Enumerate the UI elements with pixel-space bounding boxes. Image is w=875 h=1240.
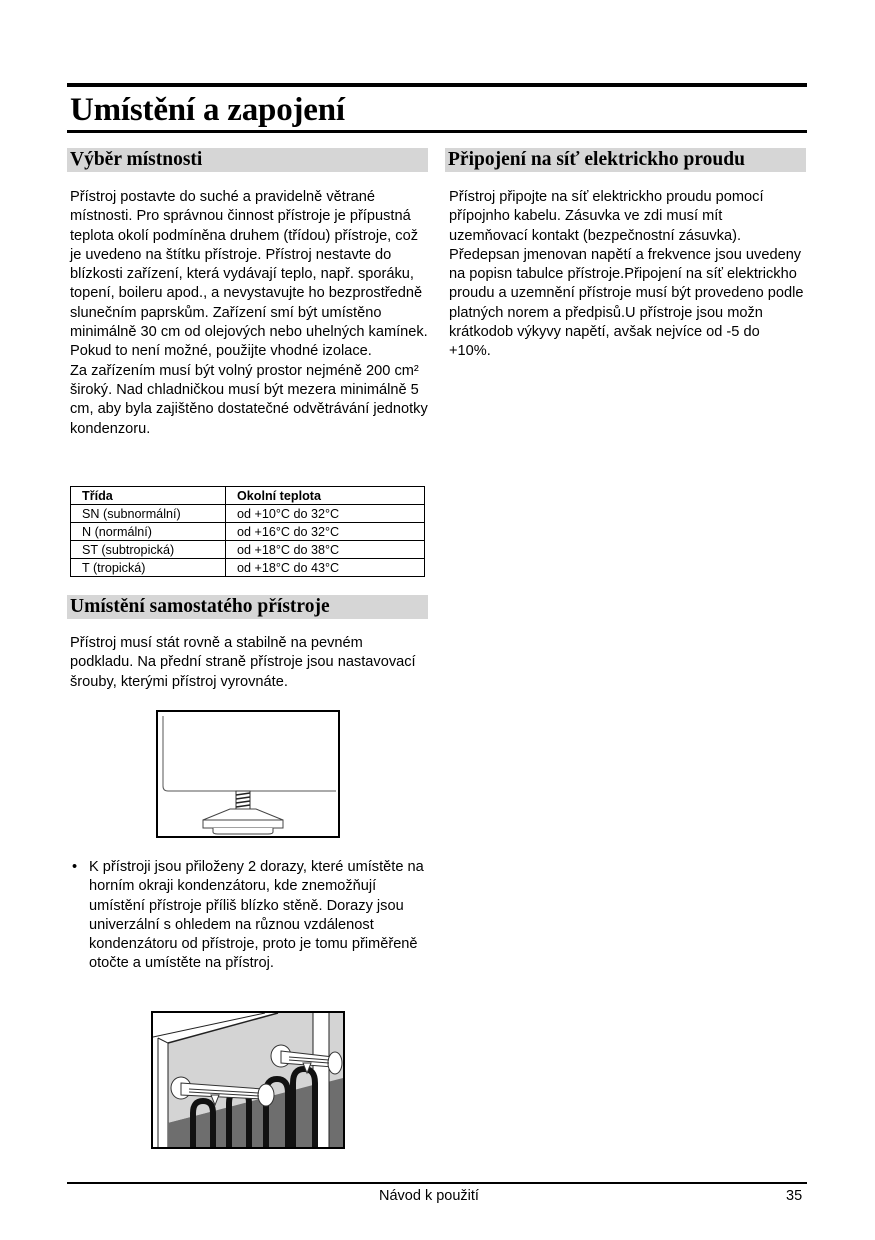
condenser-spacers-figure — [151, 1011, 345, 1149]
table-header-temperature: Okolní teplota — [226, 487, 425, 505]
spacer-bullet-text: K přístroji jsou přiloženy 2 dorazy, které umístěte na horním okraji kondenzátoru, kde znemožňují umístění přístroje příliš blízko stěně. Dorazy jsou univerzální s ohledem na různou vzdálenost kondenzátoru od přístroje, proto je tomu přiměřeně otočte a umístěte na přístroj. — [89, 859, 424, 972]
room-selection-text — [70, 188, 430, 439]
section-heading-freestanding-placement: Umístění samostatého přístroje — [67, 595, 428, 619]
placement-paragraph: Přístroj musí stát rovně a stabilně na pevném podkladu. Na přední straně přístroje jsou nastavovací šrouby, kterými přístroj vyrovnáte. — [70, 635, 416, 690]
room-selection-paragraph-2: Za zařízením musí být volný prostor nejméně 200 cm² široký. Nad chladničkou musí být mezera minimálně 5 cm, aby byla zajištěno dostatečné odvětrávání jednotky kondenzoru. — [70, 362, 428, 437]
table-cell-class: SN (subnormální) — [71, 505, 226, 523]
room-selection-paragraph-1: Přístroj postavte do suché a pravidelně větrané místnosti. Pro správnou činnost přístroje je přípustná teplota okolí podmíněna druhem (třídou) přístroje, což je uvedeno na štítku přístroje. Přístroj nestavte do blízkosti zařízení, která vydávají teplo, např. sporáku, topení, boileru apod., a nevystavujte ho bezprostředně slunečním paprskům. Zařízení smí být umístěno minimálně 30 cm od olejových nebo uhelných kamínek. Pokud to není možné, použijte vhodné izolace. — [70, 189, 428, 360]
list-item — [70, 858, 430, 974]
table-cell-temperature: od +18°C do 43°C — [226, 559, 425, 577]
adjustable-foot-icon — [158, 712, 338, 836]
top-rule — [67, 83, 807, 87]
table-cell-temperature: od +10°C do 32°C — [226, 505, 425, 523]
table-row — [71, 541, 425, 559]
bullet-icon: • — [72, 859, 78, 875]
table-cell-class: ST (subtropická) — [71, 541, 226, 559]
footer-manual-label: Návod k použití — [379, 1188, 479, 1204]
table-row — [71, 559, 425, 577]
climate-class-table-wrap — [70, 486, 425, 577]
table-header-row — [71, 487, 425, 505]
table-cell-temperature: od +16°C do 32°C — [226, 523, 425, 541]
adjustable-foot-figure — [156, 710, 340, 838]
spacer-bullet-list — [70, 858, 430, 974]
table-header-class: Třída — [71, 487, 226, 505]
condenser-spacers-icon — [153, 1013, 343, 1147]
table-cell-class: N (normální) — [71, 523, 226, 541]
section-heading-room-selection: Výběr místnosti — [67, 148, 428, 172]
table-cell-class: T (tropická) — [71, 559, 226, 577]
page-number: 35 — [786, 1188, 803, 1204]
page-title: Umístění a zapojení — [70, 92, 345, 128]
title-rule — [67, 130, 807, 133]
table-cell-temperature: od +18°C do 38°C — [226, 541, 425, 559]
section-heading-power-connection: Připojení na síť elektrickho proudu — [445, 148, 806, 172]
table-row — [71, 505, 425, 523]
power-connection-paragraph: Přístroj připojte na síť elektrickho proudu pomocí přípojnho kabelu. Zásuvka ve zdi musí mít uzemňovací kontakt (bezpečnostní zásuvka). Předepsan jmenovan napětí a frekvence jsou uvedeny na popisn tabulce přístroje.Připojení na síť elektrickho proudu a uzemnění přístroje musí být provedeno podle platných norem a předpisů.U přístroje jsou možn krátkodob výkyvy napětí, avšak nejvíce od -5 do +10%. — [449, 189, 804, 360]
table-row — [71, 523, 425, 541]
climate-class-table — [70, 486, 425, 577]
footer-rule — [67, 1182, 807, 1184]
